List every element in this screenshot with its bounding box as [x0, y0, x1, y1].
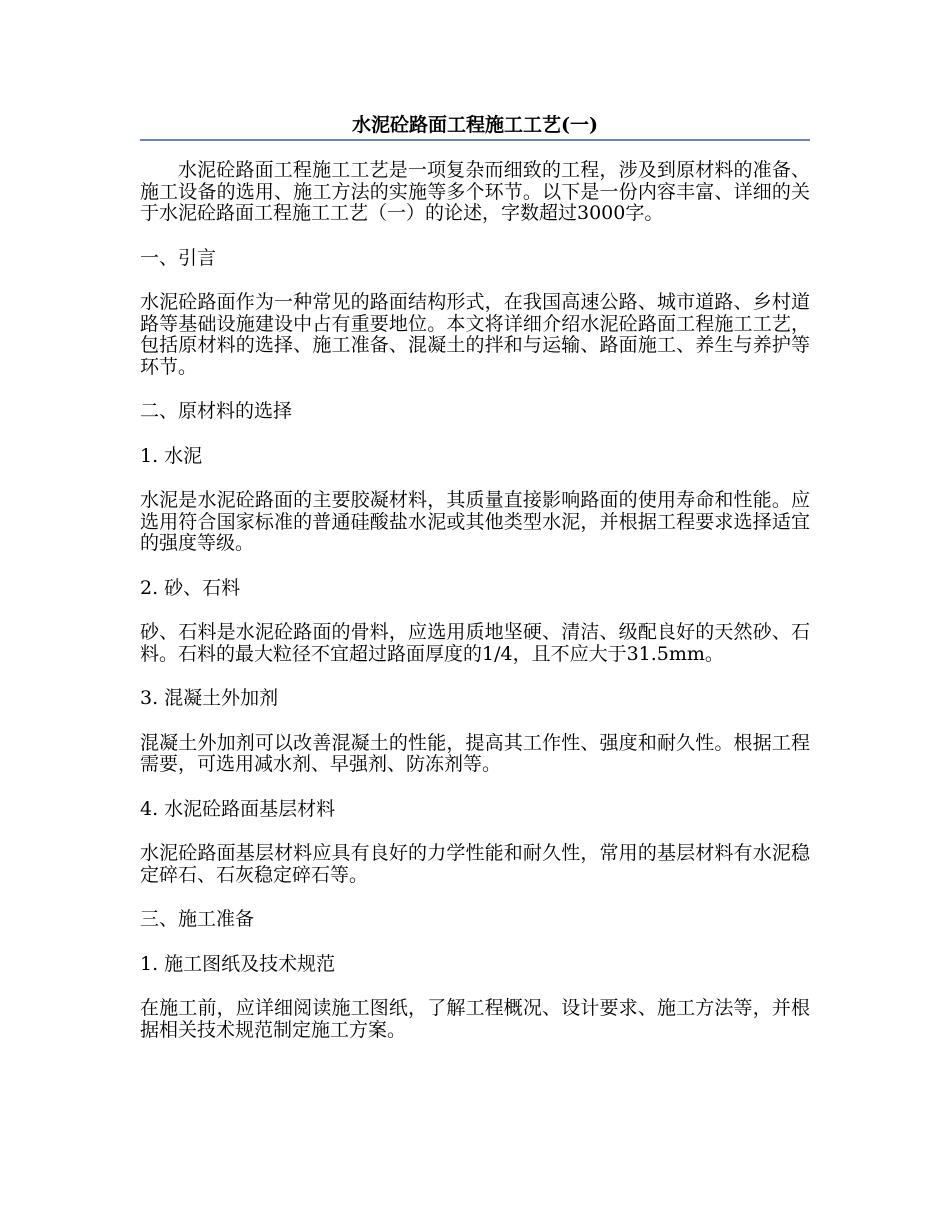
subheading-base-materials: 4. 水泥砼路面基层材料: [140, 797, 336, 820]
base-materials-paragraph: 水泥砼路面基层材料应具有良好的力学性能和耐久性，常用的基层材料有水泥稳定碎石、石灰稳定碎石等。: [140, 842, 810, 886]
sand-stone-paragraph: 砂、石料是水泥砼路面的骨料，应选用质地坚硬、清洁、级配良好的天然砂、石料。石料的最大粒径不宜超过路面厚度的1/4，且不应大于31.5mm。: [140, 621, 810, 665]
section-heading-introduction: 一、引言: [140, 246, 217, 269]
section-heading-preparation: 三、施工准备: [140, 908, 255, 930]
drawings-specs-paragraph: 在施工前，应详细阅读施工图纸，了解工程概况、设计要求、施工方法等，并根据相关技术规范制定施工方案。: [140, 997, 810, 1041]
subheading-sand-stone: 2. 砂、石料: [140, 576, 241, 599]
introduction-paragraph: 水泥砼路面作为一种常见的路面结构形式，在我国高速公路、城市道路、乡村道路等基础设施建设中占有重要地位。本文将详细介绍水泥砼路面工程施工工艺，包括原材料的选择、施工准备、混凝土的拌和与运输、路面施工、养生与养护等环节。: [140, 291, 810, 378]
intro-paragraph: 水泥砼路面工程施工工艺是一项复杂而细致的工程，涉及到原材料的准备、施工设备的选用、施工方法的实施等多个环节。以下是一份内容丰富、详细的关于水泥砼路面工程施工工艺（一）的论述，字数超过3000字。: [140, 159, 810, 224]
section-heading-materials: 二、原材料的选择: [140, 400, 293, 422]
admixtures-paragraph: 混凝土外加剂可以改善混凝土的性能，提高其工作性、强度和耐久性。根据工程需要，可选用减水剂、早强剂、防冻剂等。: [140, 731, 810, 775]
document-title: 水泥砼路面工程施工工艺(一): [352, 114, 598, 136]
cement-paragraph: 水泥是水泥砼路面的主要胶凝材料，其质量直接影响路面的使用寿命和性能。应选用符合国家标准的普通硅酸盐水泥或其他类型水泥，并根据工程要求选择适宜的强度等级。: [140, 489, 810, 554]
subheading-drawings-specs: 1. 施工图纸及技术规范: [140, 952, 336, 975]
title-divider: [140, 139, 810, 141]
subheading-admixtures: 3. 混凝土外加剂: [140, 687, 279, 709]
subheading-cement: 1. 水泥: [140, 444, 203, 467]
document-body: [140, 160, 810, 1064]
